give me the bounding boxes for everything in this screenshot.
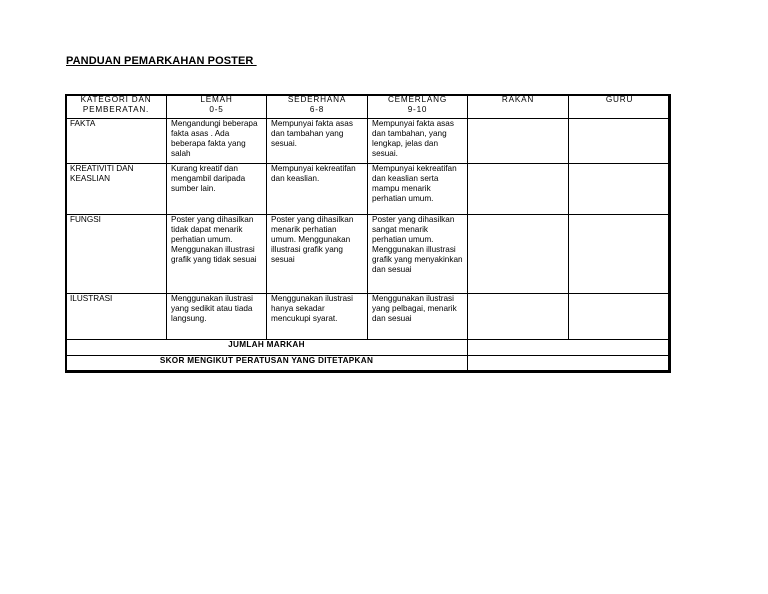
- total-row: [66, 340, 671, 356]
- header-row: [66, 95, 671, 119]
- header-sederhana: [267, 95, 368, 119]
- cell-lemah: Kurang kreatif dan mengambil daripada sumber lain.: [167, 164, 267, 215]
- cell-sederhana: Menggunakan ilustrasi hanya sekadar mencukupi syarat.: [267, 294, 368, 340]
- cell-cemerlang: Mempunyai kekreatifan dan keaslian serta mampu menarik perhatian umum.: [368, 164, 468, 215]
- table-row: [66, 164, 671, 215]
- header-guru-label: GURU: [605, 95, 634, 104]
- cell-rakan[interactable]: [468, 164, 569, 215]
- cell-rakan[interactable]: [468, 119, 569, 164]
- cell-cemerlang: Menggunakan ilustrasi yang pelbagai, menarik dan sesuai: [368, 294, 468, 340]
- header-cemerlang-range: 9-10: [407, 105, 428, 114]
- row-category: FAKTA: [66, 119, 167, 164]
- cell-guru[interactable]: [569, 164, 671, 215]
- cell-lemah: Mengandungi beberapa fakta asas . Ada beberapa fakta yang salah: [167, 119, 267, 164]
- header-kategori-line1: KATEGORI DAN: [80, 95, 152, 104]
- score-percentage-label: SKOR MENGIKUT PERATUSAN YANG DITETAPKAN: [66, 356, 468, 373]
- cell-cemerlang: Mempunyai fakta asas dan tambahan, yang lengkap, jelas dan sesuai.: [368, 119, 468, 164]
- cell-guru[interactable]: [569, 215, 671, 294]
- header-cemerlang: [368, 95, 468, 119]
- scoring-rubric-table: [65, 94, 671, 373]
- total-marks-value[interactable]: [468, 340, 671, 356]
- header-lemah: [167, 95, 267, 119]
- cell-lemah: Poster yang dihasilkan tidak dapat menarik perhatian umum. Menggunakan illustrasi grafik yang tidak sesuai: [167, 215, 267, 294]
- cell-guru[interactable]: [569, 119, 671, 164]
- cell-guru[interactable]: [569, 294, 671, 340]
- header-rakan-label: RAKAN: [501, 95, 535, 104]
- document-title: PANDUAN PEMARKAHAN POSTER: [66, 55, 257, 67]
- row-category: KREATIVITI DAN KEASLIAN: [66, 164, 167, 215]
- header-sederhana-label: SEDERHANA: [287, 95, 347, 104]
- header-rakan: [468, 95, 569, 119]
- cell-sederhana: Mempunyai kekreatifan dan keaslian.: [267, 164, 368, 215]
- table-row: [66, 119, 671, 164]
- cell-sederhana: Poster yang dihasilkan menarik perhatian umum. Menggunakan illustrasi grafik yang sesuai: [267, 215, 368, 294]
- score-percentage-value[interactable]: [468, 356, 671, 373]
- header-kategori-line2: PEMBERATAN.: [82, 105, 150, 114]
- cell-sederhana: Mempunyai fakta asas dan tambahan yang sesuai.: [267, 119, 368, 164]
- table-row: [66, 294, 671, 340]
- cell-rakan[interactable]: [468, 215, 569, 294]
- header-sederhana-range: 6-8: [309, 105, 325, 114]
- header-guru: [569, 95, 671, 119]
- header-lemah-label: LEMAH: [200, 95, 233, 104]
- header-lemah-range: 0-5: [209, 105, 224, 114]
- cell-rakan[interactable]: [468, 294, 569, 340]
- total-marks-label: JUMLAH MARKAH: [66, 340, 468, 356]
- header-cemerlang-label: CEMERLANG: [387, 95, 448, 104]
- header-kategori: [66, 95, 167, 119]
- row-category: ILUSTRASI: [66, 294, 167, 340]
- score-row: [66, 356, 671, 373]
- cell-cemerlang: Poster yang dihasilkan sangat menarik perhatian umum. Menggunakan illustrasi grafik yang menyakinkan dan sesuai: [368, 215, 468, 294]
- cell-lemah: Menggunakan ilustrasi yang sedikit atau tiada langsung.: [167, 294, 267, 340]
- row-category: FUNGSI: [66, 215, 167, 294]
- table-row: [66, 215, 671, 294]
